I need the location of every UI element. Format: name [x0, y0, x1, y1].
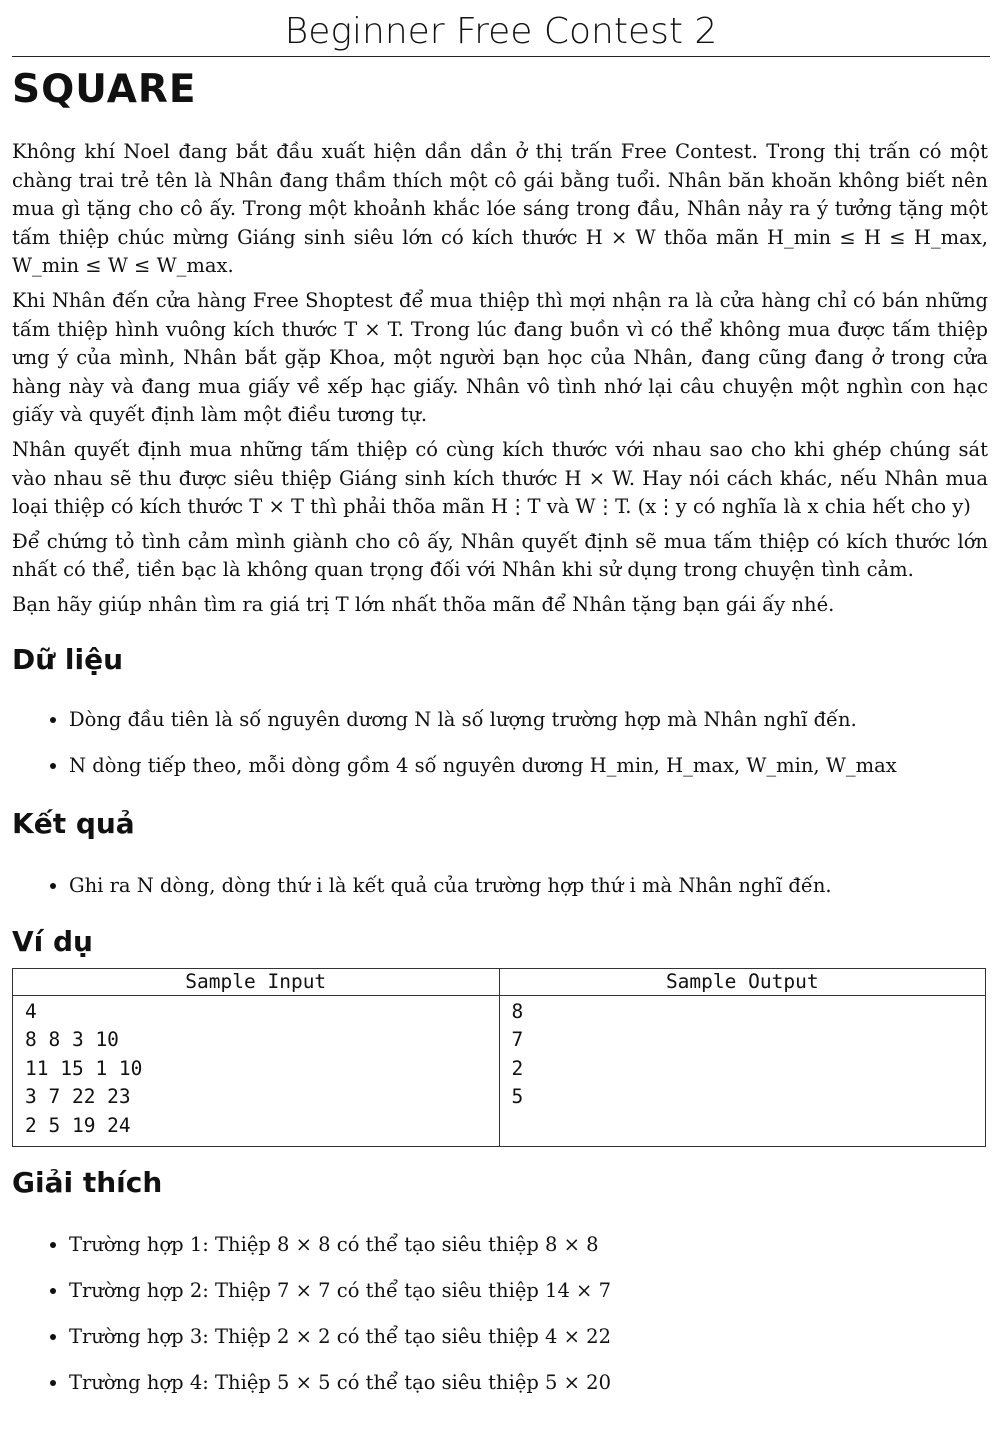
sample-input-line: 11 15 1 10 [25, 1056, 143, 1080]
problem-content [12, 138, 988, 1415]
sample-output-line: 7 [511, 1028, 524, 1051]
sample-output-line: 2 [511, 1056, 524, 1080]
sample-input-line: 8 8 3 10 [25, 1028, 119, 1051]
explanation-item: • Trường hợp 4: Thiệp 5 × 5 có thể tạo siêu thiệp 5 × 20 [69, 1369, 988, 1397]
sample-input-line: 3 7 22 23 [25, 1085, 131, 1108]
sample-input-header: Sample Input [13, 968, 500, 995]
statement-paragraph-5: Bạn hãy giúp nhân tìm ra giá trị T lớn nhất thõa mãn để Nhân tặng bạn gái ấy nhé. [12, 592, 835, 616]
problem-title: SQUARE [12, 67, 197, 112]
statement-paragraph-2: Khi Nhân đến cửa hàng Free Shoptest để mua thiệp thì mợi nhận ra là cửa hàng chỉ có bán những tấm thiệp hình vuông kích thước T × T. Trong lúc đang buồn vì có thể không mua được tấm thiệp ưng ý của mình, Nhân bắt gặp Khoa, một người bạn học của Nhân, đang cũng đang ở trong cửa hàng này và đang mua giấy về xếp hạc giấy. Nhân vô tình nhớ lại câu chuyện một nghìn con hạc giấy và quyết định làm một điều tương tự. [12, 288, 988, 427]
contest-header: Beginner Free Contest 2 [284, 11, 718, 52]
statement-paragraph-1: Không khí Noel đang bắt đầu xuất hiện dần dần ở thị trấn Free Contest. Trong thị trấn có một chàng trai trẻ tên là Nhân đang thầm thích một cô gái bằng tuổi. Nhân băn khoăn không biết nên mua gì tặng cho cô ấy. Trong một khoảnh khắc lóe sáng trong đầu, Nhân nảy ra ý tưởng tặng một tấm thiệp chúc mừng Giáng sinh siêu lớn có kích thước H × W thõa mãn H_min ≤ H ≤ H_max, W_min ≤ W ≤ W_max. [12, 140, 988, 278]
sample-input-line: 4 [25, 999, 37, 1023]
header-rule [12, 56, 990, 57]
statement-paragraph-4: Để chứng tỏ tình cảm mình giành cho cô ấy, Nhân quyết định sẽ mua tấm thiệp có kích thước lớn nhất có thể, tiền bạc là không quan trọng đối với Nhân khi sử dụng trong chuyện tình cảm. [12, 529, 988, 582]
explanation-heading: Giải thích [12, 1166, 163, 1199]
statement-paragraph-3: Nhân quyết định mua những tấm thiệp có cùng kích thước với nhau sao cho khi ghép chúng sát vào nhau sẽ thu được siêu thiệp Giáng sinh kích thước H × W. Hay nói cách khác, nếu Nhân mua loại thiệp có kích thước T × T thì phải thõa mãn H⋮T và W⋮T. (x⋮y có nghĩa là x chia hết cho y) [12, 437, 988, 519]
input-heading: Dữ liệu [12, 642, 124, 676]
output-heading: Kết quả [12, 806, 135, 840]
example-heading: Ví dụ [12, 924, 93, 958]
explanation-list [12, 1231, 988, 1397]
explanation-item: • Trường hợp 3: Thiệp 2 × 2 có thể tạo siêu thiệp 4 × 22 [69, 1323, 988, 1351]
input-list [12, 706, 988, 780]
output-list [12, 872, 988, 900]
sample-output-line: 5 [511, 1085, 524, 1108]
input-item-2: • N dòng tiếp theo, mỗi dòng gồm 4 số nguyên dương H_min, H_max, W_min, W_max [69, 752, 988, 780]
sample-output-header: Sample Output [499, 968, 986, 995]
explanation-item: • Trường hợp 2: Thiệp 7 × 7 có thể tạo siêu thiệp 14 × 7 [69, 1277, 988, 1305]
sample-input-line: 2 5 19 24 [25, 1113, 131, 1137]
input-item-1: • Dòng đầu tiên là số nguyên dương N là số lượng trường hợp mà Nhân nghĩ đến. [69, 706, 988, 734]
sample-output-line: 8 [511, 999, 524, 1023]
explanation-item: • Trường hợp 1: Thiệp 8 × 8 có thể tạo siêu thiệp 8 × 8 [69, 1231, 988, 1259]
output-item-1: • Ghi ra N dòng, dòng thứ i là kết quả của trường hợp thứ i mà Nhân nghĩ đến. [69, 872, 988, 900]
sample-output-cell [499, 995, 986, 1147]
sample-table [12, 968, 986, 1148]
sample-input-cell [13, 995, 500, 1147]
